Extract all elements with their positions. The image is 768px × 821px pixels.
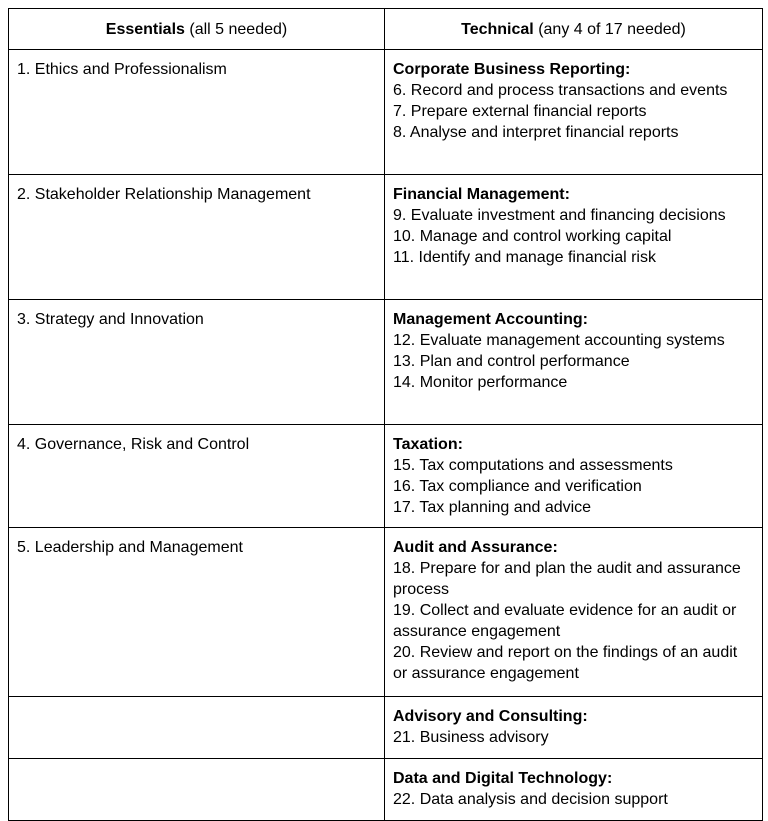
technical-cell [385,300,763,425]
technical-competency: 7. Prepare external financial reports [393,103,647,120]
technical-cell [385,425,763,528]
technical-competency: 14. Monitor performance [393,374,568,391]
essential-competency: 1. Ethics and Professionalism [17,61,227,78]
technical-competency: 9. Evaluate investment and financing decisions [393,207,726,224]
technical-header [385,9,763,50]
technical-group-title: Taxation: [393,436,463,453]
table-row [9,175,763,300]
essentials-header-note: (all 5 needed) [189,20,288,38]
table-row [9,425,763,528]
technical-group-title: Data and Digital Technology: [393,770,613,787]
essential-cell [9,50,385,175]
technical-header-label: Technical [461,20,534,38]
table-row [9,528,763,697]
essential-cell [9,528,385,697]
table-row [9,300,763,425]
essential-cell [9,425,385,528]
essentials-header-label: Essentials [105,20,185,38]
technical-group-title: Financial Management: [393,186,570,203]
essential-cell-empty [9,697,385,759]
technical-cell [385,759,763,821]
technical-competency: 19. Collect and evaluate evidence for an audit or assurance engagement [393,602,737,640]
technical-competency: 12. Evaluate management accounting systems [393,332,725,349]
technical-cell [385,175,763,300]
technical-competency: 6. Record and process transactions and events [393,82,728,99]
technical-cell [385,528,763,697]
technical-competency: 16. Tax compliance and verification [393,478,642,495]
technical-group-title: Advisory and Consulting: [393,708,588,725]
header-row [9,9,763,50]
essentials-header [9,9,385,50]
technical-competency: 20. Review and report on the findings of an audit or assurance engagement [393,644,738,682]
technical-competency: 17. Tax planning and advice [393,499,592,516]
technical-header-note: (any 4 of 17 needed) [538,20,686,38]
technical-competency: 15. Tax computations and assessments [393,457,673,474]
table-row [9,50,763,175]
essential-cell [9,175,385,300]
technical-competency: 13. Plan and control performance [393,353,630,370]
technical-cell [385,50,763,175]
technical-competency: 21. Business advisory [393,729,549,746]
essential-competency: 5. Leadership and Management [17,539,243,556]
technical-group-title: Audit and Assurance: [393,539,558,556]
essential-competency: 2. Stakeholder Relationship Management [17,186,311,203]
essential-competency: 4. Governance, Risk and Control [17,436,250,453]
essential-cell-empty [9,759,385,821]
essential-competency: 3. Strategy and Innovation [17,311,204,328]
technical-competency: 22. Data analysis and decision support [393,791,668,808]
technical-group-title: Corporate Business Reporting: [393,61,631,78]
essential-cell [9,300,385,425]
technical-competency: 18. Prepare for and plan the audit and assurance process [393,560,741,598]
technical-group-title: Management Accounting: [393,311,588,328]
technical-cell [385,697,763,759]
table-row [9,759,763,821]
technical-competency: 10. Manage and control working capital [393,228,672,245]
technical-competency: 8. Analyse and interpret financial reports [393,124,679,141]
table-row [9,697,763,759]
technical-competency: 11. Identify and manage financial risk [393,249,656,266]
competency-table [8,8,763,821]
